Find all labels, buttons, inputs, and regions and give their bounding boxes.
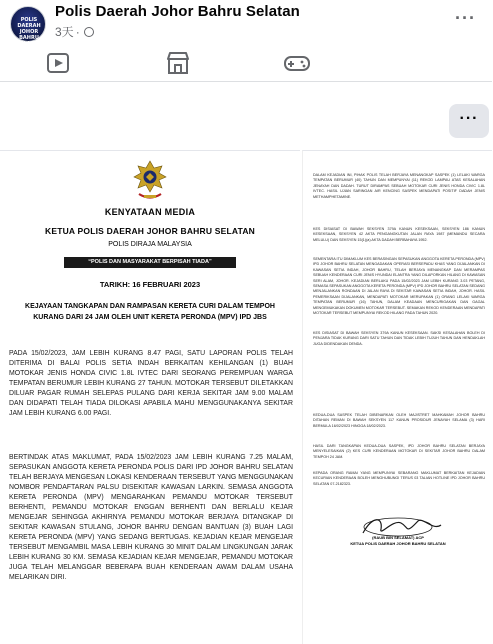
signatory-name: (RAUB BIN SELAMAT) ACP [372, 535, 424, 540]
post-header [0, 0, 492, 48]
gaming-icon[interactable] [283, 50, 311, 76]
doc-subject: KEJAYAAN TANGKAPAN DAN RAMPASAN KERETA CURI DALAM TEMPOH KURANG DARI 24 JAM OLEH UNIT KERETA PERONDA (MPV) IPD JBS [25, 303, 275, 321]
video-icon[interactable] [44, 50, 72, 76]
marketplace-icon[interactable] [164, 50, 192, 76]
globe-icon [84, 27, 94, 37]
pdrm-crest-icon [131, 159, 169, 203]
doc2-paragraph-3: SEMENTARA ITU DIMAKLUM KES BERASINGAN SEPASUKAN ANGGOTA KERETA PERONDA (MPV) IPD JOHOR BAHRU SELATAN MENGADAKAN OPERASI BERSEPADU KHAS YANG DIJALANKAN DI KAWASAN SETIA INDAH, JOHOR BAHRU, TELAH BERJAYA MENANGKAP DAN MERAMPAS SEBUAH KENDERAAN CURI JENIS HYUNDAI ELANTRA YANG DILAPORKAN HILANG DI KAWASAN SERI ALAM, JOHOR. KEJADIAN BERLAKU PADA 15/02/2023 JAM LEBIH KURANG 3.03 PETANG, SEMASA SEPASUKAN ANGGOTA KERETA PERONDA (MPV) IPD JOHOR BAHRU SELATAN SEDANG MENJALANKAN RONDAAN DI JALAN RAYA DI SEKITAR KAWASAN SETIA INDAH, JOHOR. HASIL PEMERIKSAAN DIJALANKAN, MENDAPATI MOTOKAR MERUPAKAN (1) ORANG LELAKI WARGA TEMPATAN BERUMUR (16) TAHUN, DALAM KEADAAN MENCURIGAKAN DAN GAGAL MENGEMUKAKAN DOKUMEN MOTOKAR TERSEBUT. SEMAKAN REKOD KENDERAAN MENDAPATI MOTOKAR TERSEBUT MEMPUNYAI REKOD HILANG PADA TAHUN 2020. [313, 257, 485, 316]
doc-paragraph-2: BERTINDAK ATAS MAKLUMAT, PADA 15/02/2023 JAM LEBIH KURANG 7.25 MALAM, SEPASUKAN ANGGOTA KERETA PERONDA POLIS DARI IPD JOHOR BAHRU SELATAN TELAH BERJAYA MENGESAN LOKASI KENDERAAN TERSEBUT YANG MENGGUNAKAN NOMBOR PENDAFTARAN PALSU DISEKITAR KAWASAN LARKIN. SEMASA ANGGOTA KERETA PERONDA (MPV) MENGARAHKAN PEMANDU MOTOKAR TERSEBUT BERHENTI, PEMANDU MOTOKAR ENGGAN BERHENTI DAN BERLALU KEJAR MENGEJAR SEHINGGA AKHIRNYA PEMANDU MOTOKAR BERJAYA DITANGKAP DI SEKITAR KAWASAN STULANG, JOHOR BAHRU DENGAN BANTUAN (3) BUAH LAGI KERETA PERONDA (MPV) YANG SEDANG BERTUGAS. KEJADIAN KEJAR MENGEJAR TERSEBUT MENGAMBIL MASA LEBIH KURANG 30 MINIT DALAM LINGKUNGAN JARAK LEBIH KURANG 30 KM. SEMASA KEJADIAN KEJAR MENGEJAR, PEMANDU MOTOKAR JUGA TELAH MELANGGAR BEBERAPA BUAH KENDERAAN AWAM DALAM USAHA MELARIKAN DIRI. [9, 454, 293, 581]
doc-paragraph-1: PADA 15/02/2023, JAM LEBIH KURANG 8.47 PAGI, SATU LAPORAN POLIS TELAH DITERIMA DI BALAI POLIS SETIA INDAH BERKAITAN KEHILANGAN (1) BUAH MOTOKAR JENIS HONDA CIVIC 1.8L IVTEC DARI SEORANG PEREMPUAN WARGA TEMPATAN BERUMUR LEBIH KURANG 27 TAHUN. MOTOKAR TERSEBUT DILETAKKAN DILUAR PAGAR RUMAH SELEPAS PULANG DARI KERJA SEKITAR JAM 9.00 MALAM DAN DIDAPATI TELAH TIADA DILOKASI APABILA MAHU MENGGUNAKANYA SEKITAR JAM LEBIH KURANG 6.00 PAGI. [9, 350, 293, 417]
post-meta [55, 23, 94, 40]
doc2-paragraph-2: KES DISIASAT DI BAWAH SEKSYEN 379A KANUN KESEKSAAN, SEKSYEN 186 KANUN KESEKSAAN, SEKSYEN 42 AKTA PENGANGKUTAN JALAN RAYA 1987 (MEMANDU SECARA MELULU) DAN SEKSYEN 15(1)(a) AKTA DADAH BERBAHAYA 1952. [313, 227, 485, 242]
doc-motto-banner: “POLIS DAN MASYARAKAT BERPISAH TIADA” [64, 257, 236, 268]
avatar[interactable] [10, 6, 46, 47]
nav-bar [0, 46, 492, 82]
doc2-paragraph-1: DALAM KEJADIAN INI, PIHAK POLIS TELAH BERJAYA MENANGKAP SASPEK (1) LELAKI WARGA TEMPATAN BERUMUR (40) TAHUN DAN MEMPUNYAI (11) REKOD LAMPAU ATAS KESALAHAN JENAYAH DAN DADAH. TURUT DIRAMPAS SEBUAH MOTOKAR CURI JENIS HONDA CIVIC 1.8L IVTEC. HASIL UJIAN SARINGAN AIR KENCING SASPEK MENDAPATI POSITIF DADAH JENIS METHAMPHETAMINE. [313, 173, 485, 199]
doc-date: TARIKH: 16 FEBRUARI 2023 [99, 280, 201, 289]
post-more-button[interactable]: ··· [455, 8, 476, 28]
signatory-title: KETUA POLIS DAERAH JOHOR BAHRU SELATAN [350, 541, 446, 546]
press-release-page-2[interactable] [302, 150, 492, 644]
post-time[interactable]: 3天 [55, 25, 74, 39]
doc2-paragraph-5: KEDUA-DUA SASPEK TELAH DIBENARKAN OLEH MAJISTRET MAHKAMAH JOHOR BAHRU DITAHAN REMAN DI BAWAH SEKSYEN 117 KANUN PROSIDUR JENAYAH SELAMA (3) HARI BERMULA 16/02/2023 HINGGA 18/02/2023. [313, 413, 485, 428]
page-name[interactable]: Polis Daerah Johor Bahru Selatan [55, 3, 300, 20]
doc-agency: POLIS DIRAJA MALAYSIA [108, 241, 192, 248]
dot-separator: · [75, 24, 80, 39]
doc2-paragraph-7: KEPADA ORANG RAMAI YANG MEMPUNYAI SEBARANG MAKLUMAT BERKAITAN KEJADIAN KECURIAN KENDERAAN BOLEH MENGHUBUNGI TERUS 03 TALIAN HOTLINE IPD JOHOR BAHRU SELATAN 07-2182323. [313, 471, 485, 486]
press-release-page-1[interactable] [0, 150, 300, 644]
more-options-button[interactable]: ··· [449, 104, 489, 138]
doc2-paragraph-4: KES DISIASAT DI BAWAH SEKSYEN 379A KANUN KESEKSAAN. SAKSI KESALAHAN BOLEH DI PENJARA TIDAK KURANG DARI SATU TAHUN DAN TIDAK LEBIH TUJUH TAHUN DAN HENDAKLAH JUGA DIDENDAKAN DENDA. [313, 331, 485, 346]
doc-ketua: KETUA POLIS DAERAH JOHOR BAHRU SELATAN [44, 226, 256, 236]
doc-heading: KENYATAAN MEDIA [104, 207, 196, 217]
avatar-text: POLIS DAERAH JOHOR BAHRU SELATAN [16, 17, 42, 47]
doc2-paragraph-6: HASIL DARI TANGKAPAN KEDUA-DUA SASPEK, IPD JOHOR BAHRU SELATAN BERJAYA MENYELESAIKAN (2) KES CURI KENDERAAN MOTOKAR DI SEKITAR JOHOR BAHRU DALAM TEMPOH 24 JAM. [313, 444, 485, 459]
